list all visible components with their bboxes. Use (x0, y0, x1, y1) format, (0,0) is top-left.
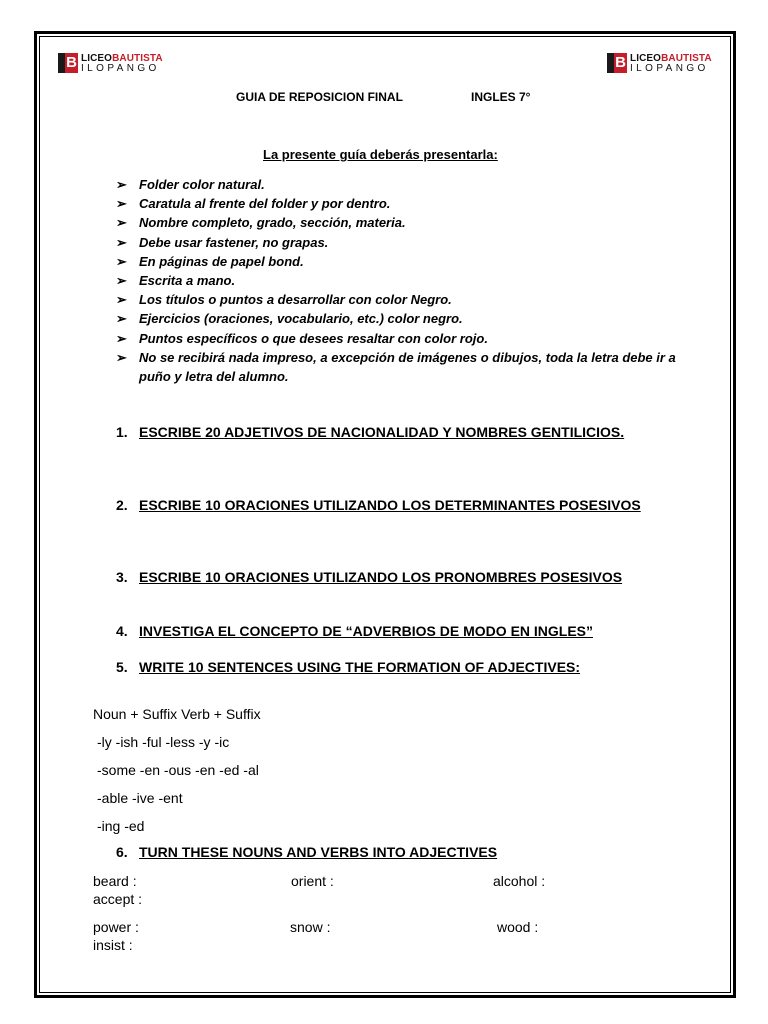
logo-brand-b: BAUTISTA (661, 52, 712, 64)
logo-mark-icon: B (58, 53, 78, 73)
list-item: ➢ Debe usar fastener, no grapas. (116, 233, 676, 252)
task-number: 2. (116, 497, 128, 513)
list-item: ➢ No se recibirá nada impreso, a excepción de imágenes o dibujos, toda la letra debe ir a puño y letra del alumno. (116, 349, 676, 385)
task-text: WRITE 10 SENTENCES USING THE FORMATION OF ADJECTIVES: (139, 659, 581, 675)
word-insist: insist : (93, 937, 133, 953)
logo-place: ILOPANGO (81, 62, 160, 74)
school-logo-right (607, 52, 712, 74)
document-title: GUIA DE REPOSICION FINAL (236, 90, 403, 104)
logo-brand-a: LICEO (630, 52, 662, 64)
suffix-line: -some -en -ous -en -ed -al (97, 762, 259, 778)
arrow-bullet-icon: ➢ (116, 253, 127, 269)
logo-mark-icon: B (607, 53, 627, 73)
arrow-bullet-icon: ➢ (116, 349, 127, 365)
word-power: power : (93, 919, 139, 935)
word-snow: snow : (290, 919, 331, 935)
task-number: 6. (116, 844, 128, 860)
arrow-bullet-icon: ➢ (116, 234, 127, 250)
task-text: ESCRIBE 20 ADJETIVOS DE NACIONALIDAD Y NOMBRES GENTILICIOS. (139, 424, 625, 440)
arrow-bullet-icon: ➢ (116, 273, 127, 289)
list-item: ➢ Escrita a mano. (116, 271, 676, 290)
task-number: 4. (116, 623, 128, 639)
suffix-line: -ing -ed (97, 818, 145, 834)
suffix-line: -ly -ish -ful -less -y -ic (97, 734, 230, 750)
task-number: 3. (116, 569, 128, 585)
word-alcohol: alcohol : (493, 873, 546, 889)
suffix-heading: Noun + Suffix Verb + Suffix (93, 706, 261, 722)
logo-brand-b: BAUTISTA (112, 52, 163, 64)
list-item: ➢ Los títulos o puntos a desarrollar con color Negro. (116, 290, 676, 309)
word-orient: orient : (291, 873, 334, 889)
list-item: ➢ Puntos específicos o que desees resaltar con color rojo. (116, 329, 676, 348)
arrow-bullet-icon: ➢ (116, 196, 127, 212)
school-logo-left (58, 52, 163, 74)
requirements-heading: La presente guía deberás presentarla: (263, 147, 498, 162)
requirements-list (116, 175, 676, 386)
arrow-bullet-icon: ➢ (116, 292, 127, 308)
arrow-bullet-icon: ➢ (116, 177, 127, 192)
list-item: ➢ Caratula al frente del folder y por dentro. (116, 194, 676, 213)
logo-brand-a: LICEO (81, 52, 113, 64)
word-wood: wood : (497, 919, 539, 935)
task-text: ESCRIBE 10 ORACIONES UTILIZANDO LOS DETERMINANTES POSESIVOS (139, 497, 641, 513)
logo-place: ILOPANGO (630, 62, 709, 74)
task-text: ESCRIBE 10 ORACIONES UTILIZANDO LOS PRONOMBRES POSESIVOS (139, 569, 623, 585)
word-beard: beard : (93, 873, 137, 889)
suffix-line: -able -ive -ent (97, 790, 183, 806)
word-accept: accept : (93, 891, 143, 907)
list-item: ➢ Nombre completo, grado, sección, materia. (116, 213, 676, 232)
arrow-bullet-icon: ➢ (116, 330, 127, 346)
arrow-bullet-icon: ➢ (116, 311, 127, 327)
task-number: 1. (116, 424, 128, 440)
task-text: INVESTIGA EL CONCEPTO DE “ADVERBIOS DE MODO EN INGLES” (139, 623, 594, 639)
list-item: ➢ Ejercicios (oraciones, vocabulario, etc.) color negro. (116, 309, 676, 328)
arrow-bullet-icon: ➢ (116, 215, 127, 231)
course-label: INGLES 7° (471, 90, 531, 104)
list-item: ➢ En páginas de papel bond. (116, 252, 676, 271)
task-number: 5. (116, 659, 128, 675)
list-item: ➢ Folder color natural. (116, 175, 676, 194)
task-text: TURN THESE NOUNS AND VERBS INTO ADJECTIVES (139, 844, 498, 860)
